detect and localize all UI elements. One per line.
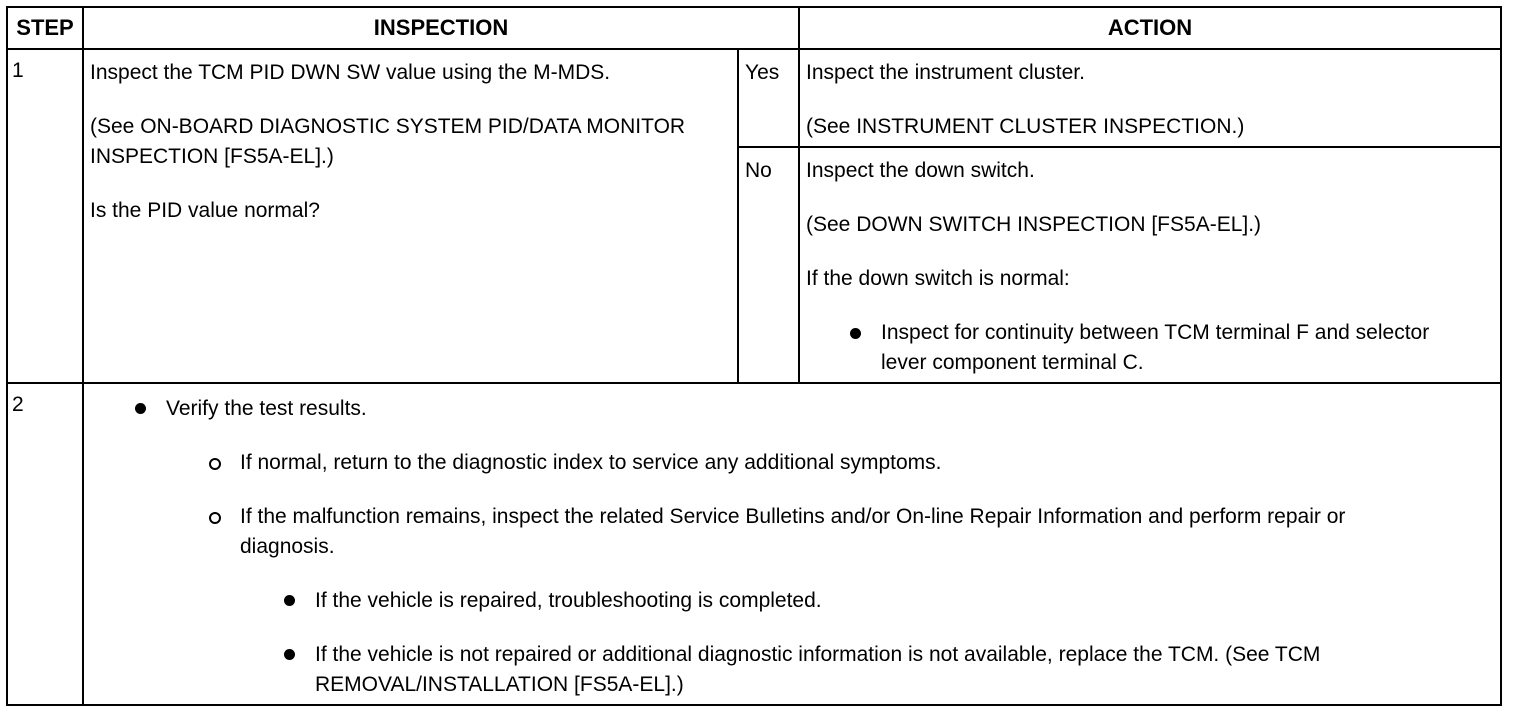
header-inspection: INSPECTION — [83, 7, 799, 49]
diagnostic-table — [6, 6, 1502, 706]
bullet-dot-icon — [284, 595, 295, 606]
step2-nested-text-not-repaired: If the vehicle is not repaired or additional diagnostic information is not available, replace the TCM. (See TCM REMOVAL/INSTALLATION [FS5A-EL].) — [315, 643, 1321, 696]
diagnostic-table-frame — [6, 6, 1500, 706]
step1-yes-label: Yes — [738, 49, 799, 147]
step2-content-cell — [83, 383, 1501, 705]
step1-yes-row — [7, 49, 1501, 147]
step2-bullet-item — [166, 394, 1500, 424]
step1-no-action-cell — [799, 147, 1501, 383]
step2-sub-text-normal: If normal, return to the diagnostic index to service any additional symptoms. — [240, 451, 942, 474]
bullet-dot-icon — [284, 649, 295, 660]
bullet-ring-icon — [209, 512, 221, 524]
step2-sub-item-malfunction — [240, 502, 1500, 562]
step2-nested-item-not-repaired — [315, 640, 1500, 700]
step2-number: 2 — [7, 383, 83, 705]
step1-yes-action: Inspect the instrument cluster. — [806, 61, 1085, 84]
step2-row — [7, 383, 1501, 705]
bullet-dot-icon — [135, 403, 146, 414]
step1-inspection-question: Is the PID value normal? — [90, 199, 320, 222]
step2-sub-text-malfunction: If the malfunction remains, inspect the related Service Bulletins and/or On-line Repair Information and perform repair or diagnosis. — [240, 505, 1346, 558]
step2-nested-item-repaired — [315, 586, 1500, 616]
header-step: STEP — [7, 7, 83, 49]
header-action: ACTION — [799, 7, 1501, 49]
header-row — [7, 7, 1501, 49]
step2-nested-text-repaired: If the vehicle is repaired, troubleshooting is completed. — [315, 589, 822, 612]
step1-no-action: Inspect the down switch. — [806, 159, 1035, 182]
step1-inspection-reference: (See ON-BOARD DIAGNOSTIC SYSTEM PID/DATA MONITOR INSPECTION [FS5A-EL].) — [90, 115, 686, 168]
step1-no-reference: (See DOWN SWITCH INSPECTION [FS5A-EL].) — [806, 213, 1262, 236]
step1-no-bullet-item — [881, 318, 1490, 378]
bullet-ring-icon — [209, 458, 221, 470]
step2-sub-item-normal — [240, 448, 1500, 478]
step1-inspection-cell — [83, 49, 738, 383]
step1-number: 1 — [7, 49, 83, 383]
bullet-dot-icon — [850, 328, 861, 339]
step1-no-condition: If the down switch is normal: — [806, 267, 1070, 290]
step1-no-bullet-text: Inspect for continuity between TCM terminal F and selector lever component terminal C. — [881, 321, 1430, 374]
step2-bullet-text: Verify the test results. — [166, 397, 367, 420]
step1-inspection-instruction: Inspect the TCM PID DWN SW value using the M-MDS. — [90, 61, 611, 84]
step1-yes-reference: (See INSTRUMENT CLUSTER INSPECTION.) — [806, 115, 1245, 138]
step1-yes-action-cell — [799, 49, 1501, 147]
step1-no-label: No — [738, 147, 799, 383]
